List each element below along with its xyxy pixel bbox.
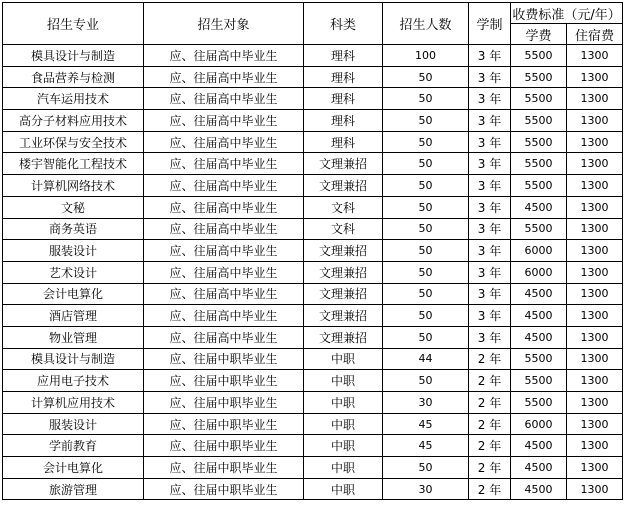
count-cell: 50 [383,305,469,327]
table-row [3,88,623,110]
tuition-cell: 5500 [511,131,567,153]
count-cell: 50 [383,370,469,392]
count-cell: 50 [383,153,469,175]
major-cell: 计算机网络技术 [3,175,144,197]
table-row [3,66,623,88]
major-cell: 工业环保与安全技术 [3,131,144,153]
duration-cell: 2 年 [469,435,511,457]
lodging-cell: 1300 [567,478,623,500]
target-cell: 应、往届中职毕业生 [144,392,304,414]
tuition-cell: 6000 [511,413,567,435]
count-cell: 50 [383,326,469,348]
target-cell: 应、往届高中毕业生 [144,88,304,110]
target-cell: 应、往届高中毕业生 [144,110,304,132]
duration-cell: 2 年 [469,370,511,392]
lodging-cell: 1300 [567,348,623,370]
tuition-cell: 4500 [511,478,567,500]
major-cell: 文秘 [3,196,144,218]
category-cell: 文理兼招 [304,240,383,262]
major-cell: 会计电算化 [3,457,144,479]
lodging-cell: 1300 [567,218,623,240]
lodging-cell: 1300 [567,370,623,392]
tuition-cell: 5500 [511,66,567,88]
target-cell: 应、往届中职毕业生 [144,370,304,392]
target-cell: 应、往届高中毕业生 [144,240,304,262]
header-fees: 收费标准（元/年） [511,3,623,24]
lodging-cell: 1300 [567,261,623,283]
table-row [3,370,623,392]
category-cell: 文理兼招 [304,153,383,175]
target-cell: 应、往届高中毕业生 [144,305,304,327]
table-row [3,153,623,175]
tuition-cell: 6000 [511,261,567,283]
lodging-cell: 1300 [567,110,623,132]
major-cell: 高分子材料应用技术 [3,110,144,132]
duration-cell: 2 年 [469,457,511,479]
count-cell: 30 [383,392,469,414]
target-cell: 应、往届中职毕业生 [144,348,304,370]
tuition-cell: 4500 [511,326,567,348]
lodging-cell: 1300 [567,240,623,262]
header-lodging: 住宿费 [567,24,623,45]
category-cell: 中职 [304,478,383,500]
major-cell: 旅游管理 [3,478,144,500]
table-row [3,305,623,327]
count-cell: 50 [383,457,469,479]
tuition-cell: 5500 [511,348,567,370]
major-cell: 学前教育 [3,435,144,457]
major-cell: 商务英语 [3,218,144,240]
major-cell: 食品营养与检测 [3,66,144,88]
table-row [3,348,623,370]
duration-cell: 2 年 [469,348,511,370]
lodging-cell: 1300 [567,153,623,175]
count-cell: 50 [383,88,469,110]
target-cell: 应、往届高中毕业生 [144,45,304,67]
category-cell: 中职 [304,348,383,370]
tuition-cell: 5500 [511,110,567,132]
tuition-cell: 5500 [511,153,567,175]
major-cell: 应用电子技术 [3,370,144,392]
count-cell: 50 [383,110,469,132]
category-cell: 理科 [304,88,383,110]
table-row [3,457,623,479]
target-cell: 应、往届中职毕业生 [144,413,304,435]
lodging-cell: 1300 [567,175,623,197]
lodging-cell: 1300 [567,305,623,327]
admissions-table [2,2,623,500]
duration-cell: 3 年 [469,110,511,132]
category-cell: 文科 [304,218,383,240]
target-cell: 应、往届高中毕业生 [144,196,304,218]
major-cell: 物业管理 [3,326,144,348]
duration-cell: 3 年 [469,153,511,175]
tuition-cell: 4500 [511,435,567,457]
duration-cell: 3 年 [469,218,511,240]
duration-cell: 3 年 [469,88,511,110]
duration-cell: 2 年 [469,392,511,414]
lodging-cell: 1300 [567,196,623,218]
lodging-cell: 1300 [567,88,623,110]
category-cell: 理科 [304,45,383,67]
duration-cell: 2 年 [469,413,511,435]
tuition-cell: 5500 [511,392,567,414]
major-cell: 计算机应用技术 [3,392,144,414]
lodging-cell: 1300 [567,413,623,435]
major-cell: 模具设计与制造 [3,348,144,370]
header-major: 招生专业 [3,3,144,45]
table-row [3,131,623,153]
table-row [3,283,623,305]
table-row [3,196,623,218]
table-row [3,261,623,283]
major-cell: 服装设计 [3,240,144,262]
count-cell: 100 [383,45,469,67]
target-cell: 应、往届高中毕业生 [144,131,304,153]
category-cell: 文理兼招 [304,326,383,348]
duration-cell: 3 年 [469,305,511,327]
target-cell: 应、往届高中毕业生 [144,261,304,283]
tuition-cell: 5500 [511,370,567,392]
table-row [3,326,623,348]
header-duration: 学制 [469,3,511,45]
lodging-cell: 1300 [567,457,623,479]
category-cell: 文理兼招 [304,261,383,283]
lodging-cell: 1300 [567,435,623,457]
table-row [3,240,623,262]
table-row [3,478,623,500]
duration-cell: 3 年 [469,283,511,305]
target-cell: 应、往届高中毕业生 [144,66,304,88]
category-cell: 中职 [304,457,383,479]
duration-cell: 3 年 [469,131,511,153]
table-row [3,413,623,435]
target-cell: 应、往届高中毕业生 [144,283,304,305]
duration-cell: 3 年 [469,196,511,218]
table-row [3,110,623,132]
lodging-cell: 1300 [567,66,623,88]
category-cell: 中职 [304,370,383,392]
duration-cell: 3 年 [469,175,511,197]
target-cell: 应、往届高中毕业生 [144,153,304,175]
tuition-cell: 4500 [511,457,567,479]
major-cell: 会计电算化 [3,283,144,305]
count-cell: 50 [383,261,469,283]
table-row [3,218,623,240]
target-cell: 应、往届高中毕业生 [144,326,304,348]
admissions-table-container [2,2,623,500]
count-cell: 50 [383,283,469,305]
category-cell: 文科 [304,196,383,218]
count-cell: 50 [383,131,469,153]
major-cell: 模具设计与制造 [3,45,144,67]
duration-cell: 3 年 [469,326,511,348]
tuition-cell: 5500 [511,88,567,110]
table-body [3,45,623,500]
major-cell: 服装设计 [3,413,144,435]
category-cell: 文理兼招 [304,305,383,327]
duration-cell: 3 年 [469,240,511,262]
target-cell: 应、往届高中毕业生 [144,218,304,240]
lodging-cell: 1300 [567,283,623,305]
count-cell: 50 [383,218,469,240]
lodging-cell: 1300 [567,131,623,153]
count-cell: 45 [383,413,469,435]
target-cell: 应、往届高中毕业生 [144,175,304,197]
tuition-cell: 5500 [511,218,567,240]
category-cell: 理科 [304,110,383,132]
tuition-cell: 4500 [511,196,567,218]
tuition-cell: 5500 [511,45,567,67]
header-count: 招生人数 [383,3,469,45]
major-cell: 酒店管理 [3,305,144,327]
table-row [3,435,623,457]
tuition-cell: 4500 [511,305,567,327]
tuition-cell: 5500 [511,175,567,197]
count-cell: 50 [383,240,469,262]
category-cell: 理科 [304,131,383,153]
category-cell: 中职 [304,413,383,435]
duration-cell: 3 年 [469,261,511,283]
duration-cell: 3 年 [469,66,511,88]
count-cell: 50 [383,196,469,218]
lodging-cell: 1300 [567,392,623,414]
table-header [3,3,623,45]
tuition-cell: 4500 [511,283,567,305]
table-row [3,45,623,67]
category-cell: 文理兼招 [304,283,383,305]
header-tuition: 学费 [511,24,567,45]
lodging-cell: 1300 [567,326,623,348]
duration-cell: 2 年 [469,478,511,500]
target-cell: 应、往届中职毕业生 [144,457,304,479]
target-cell: 应、往届中职毕业生 [144,478,304,500]
table-row [3,392,623,414]
major-cell: 楼宇智能化工程技术 [3,153,144,175]
table-row [3,175,623,197]
category-cell: 中职 [304,392,383,414]
header-category: 科类 [304,3,383,45]
target-cell: 应、往届中职毕业生 [144,435,304,457]
major-cell: 艺术设计 [3,261,144,283]
tuition-cell: 6000 [511,240,567,262]
category-cell: 中职 [304,435,383,457]
header-target: 招生对象 [144,3,304,45]
category-cell: 理科 [304,66,383,88]
count-cell: 50 [383,175,469,197]
lodging-cell: 1300 [567,45,623,67]
count-cell: 50 [383,66,469,88]
count-cell: 45 [383,435,469,457]
major-cell: 汽车运用技术 [3,88,144,110]
count-cell: 44 [383,348,469,370]
duration-cell: 3 年 [469,45,511,67]
category-cell: 文理兼招 [304,175,383,197]
count-cell: 30 [383,478,469,500]
